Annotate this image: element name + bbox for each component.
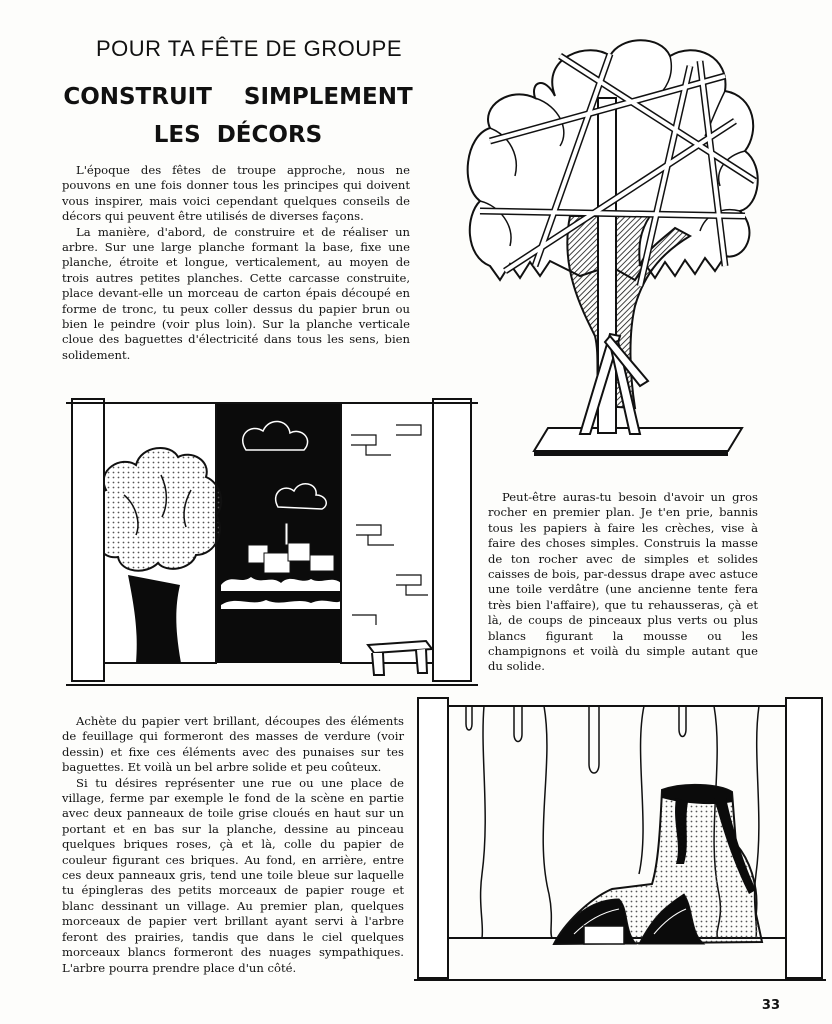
intro-text: [62, 163, 410, 363]
page-number: 33: [761, 998, 780, 1013]
rock-scene-illustration: [414, 694, 826, 986]
rock-paragraph-1: Peut-être auras-tu besoin d'avoir un gros rocher en premier plan. Je t'en prie, bannis tous les papiers à faire les crèches, vise à faire des choses simples. Construis la masse de ton rocher avec de simples et solides caisses de bois, par-dessus drape avec astuce une toile verdâtre (une ancienne tente fera très bien l'affaire), que tu rehausseras, çà et là, de coups de pinceaux plus verts ou plus blancs figurant la mousse ou les champignons et voilà du simple autant que du solide.: [488, 490, 758, 674]
intro-paragraph-2: La manière, d'abord, de construire et de réaliser un arbre. Sur une large planche formant la base, fixe une planche, étroite et longue, verticalement, au moyen de trois autres petites planches. Cette carcasse construite, place devant-elle un morceau de carton épais découpé en forme de tronc, tu peux coller dessus du papier brun ou bien le peindre (voir plus loin). Sur la planche verticale cloue des baguettes d'électricité dans tous les sens, bien solidement.: [62, 224, 410, 362]
page-title: [62, 78, 414, 154]
title-line-1: CONSTRUIT SIMPLEMENT: [63, 84, 413, 110]
foliage-paragraph-2: Si tu désires représenter une rue ou une place de village, ferme par exemple le fond de la scène en partie avec deux panneaux de toile grise cloués en haut sur un portant et en bas sur la planche, dessine au pinceau quelques briques roses, çà et là, colle du papier de couleur figurant ces briques. Au fond, en arrière, entre ces deux panneaux gris, tend une toile bleue sur laquelle tu épingleras des petits morceaux de papier rouge et blanc dessinant un village. Au premier plan, quelques morceaux de papier vert brillant ayant servi à l'arbre feront des prairies, tandis que dans le ciel quelques morceaux blancs formeront des nuages sympathiques. L'arbre pourra prendre place d'un côté.: [62, 775, 404, 975]
village-scene-illustration: [66, 395, 478, 693]
rock-text: [488, 490, 758, 675]
tree-frame-illustration: [460, 36, 770, 456]
title-line-2: LES DÉCORS: [153, 122, 323, 148]
foliage-text: [62, 714, 404, 976]
foliage-paragraph-1: Achète du papier vert brillant, découpes des éléments de feuillage qui formeront des masses de verdure (voir dessin) et fixe ces éléments avec des punaises sur tes baguettes. Et voilà un bel arbre solide et peu coûteux.: [62, 714, 404, 775]
intro-paragraph-1: L'époque des fêtes de troupe approche, nous ne pouvons en une fois donner tous les principes qui doivent vous inspirer, mais voici cependant quelques conseils de décors qui peuvent être utilisés de diverses façons.: [62, 163, 410, 224]
kicker: POUR TA FÊTE DE GROUPE: [95, 36, 402, 61]
